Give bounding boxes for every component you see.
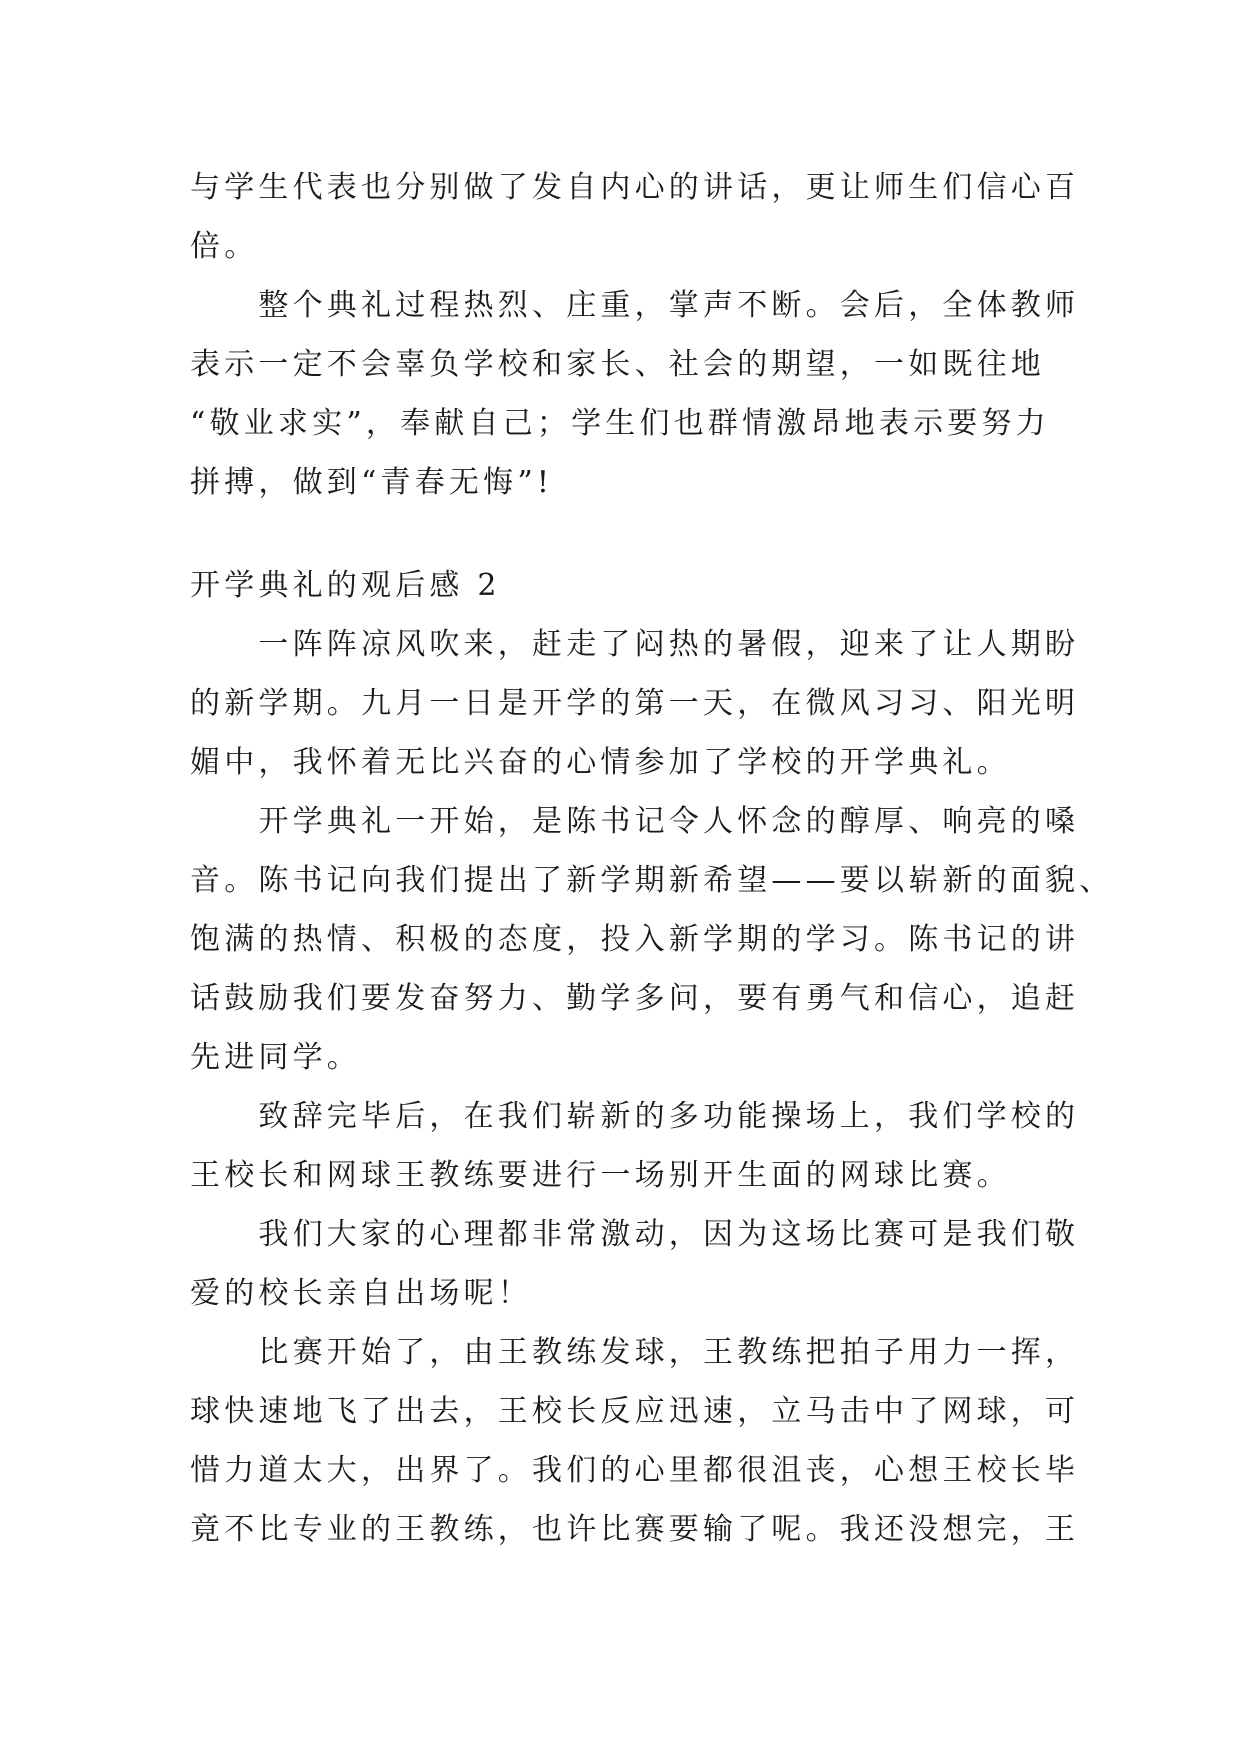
- document-body: [190, 158, 1114, 1559]
- text-line: 王校长和网球王教练要进行一场别开生面的网球比赛。: [190, 1158, 1011, 1193]
- text-line: 话鼓励我们要发奋努力、勤学多问，要有勇气和信心，追赶: [190, 981, 1080, 1016]
- text-line: 开学典礼一开始，是陈书记令人怀念的醇厚、响亮的嗓: [190, 804, 1080, 839]
- text-line: 饱满的热情、积极的态度，投入新学期的学习。陈书记的讲: [190, 922, 1080, 957]
- text-line: 我们大家的心理都非常激动，因为这场比赛可是我们敬: [190, 1217, 1080, 1252]
- section-title: 开学典礼的观后感 2: [190, 568, 501, 603]
- text-line: 拼搏，做到“青春无悔”!: [190, 465, 554, 500]
- text-line: 先进同学。: [190, 1040, 361, 1075]
- text-line: 的新学期。九月一日是开学的第一天，在微风习习、阳光明: [190, 686, 1080, 721]
- section-1: [190, 158, 1080, 512]
- text-line: 表示一定不会辜负学校和家长、社会的期望，一如既往地: [190, 347, 1045, 382]
- text-line: 与学生代表也分别做了发自内心的讲话，更让师生们信心百: [190, 170, 1080, 205]
- text-line: “敬业求实”，奉献自己；学生们也群情激昂地表示要努力: [190, 406, 1050, 441]
- text-line: 竟不比专业的王教练，也许比赛要输了呢。我还没想完，王: [190, 1512, 1080, 1547]
- text-line: 一阵阵凉风吹来，赶走了闷热的暑假，迎来了让人期盼: [190, 627, 1080, 662]
- text-line: 致辞完毕后，在我们崭新的多功能操场上，我们学校的: [190, 1099, 1080, 1134]
- section-2: [190, 556, 1114, 1559]
- text-line: 惜力道太大，出界了。我们的心里都很沮丧，心想王校长毕: [190, 1453, 1080, 1488]
- text-line: 球快速地飞了出去，王校长反应迅速，立马击中了网球，可: [190, 1394, 1080, 1429]
- text-line: 比赛开始了，由王教练发球，王教练把拍子用力一挥，: [190, 1335, 1080, 1370]
- text-line: 整个典礼过程热烈、庄重，掌声不断。会后，全体教师: [190, 288, 1080, 323]
- text-line: 媚中，我怀着无比兴奋的心情参加了学校的开学典礼。: [190, 745, 1011, 780]
- section-gap: [190, 512, 1060, 556]
- text-line: 倍。: [190, 229, 259, 264]
- text-line: 爱的校长亲自出场呢！: [190, 1276, 532, 1311]
- text-line: 音。陈书记向我们提出了新学期新希望——要以崭新的面貌、: [190, 863, 1114, 898]
